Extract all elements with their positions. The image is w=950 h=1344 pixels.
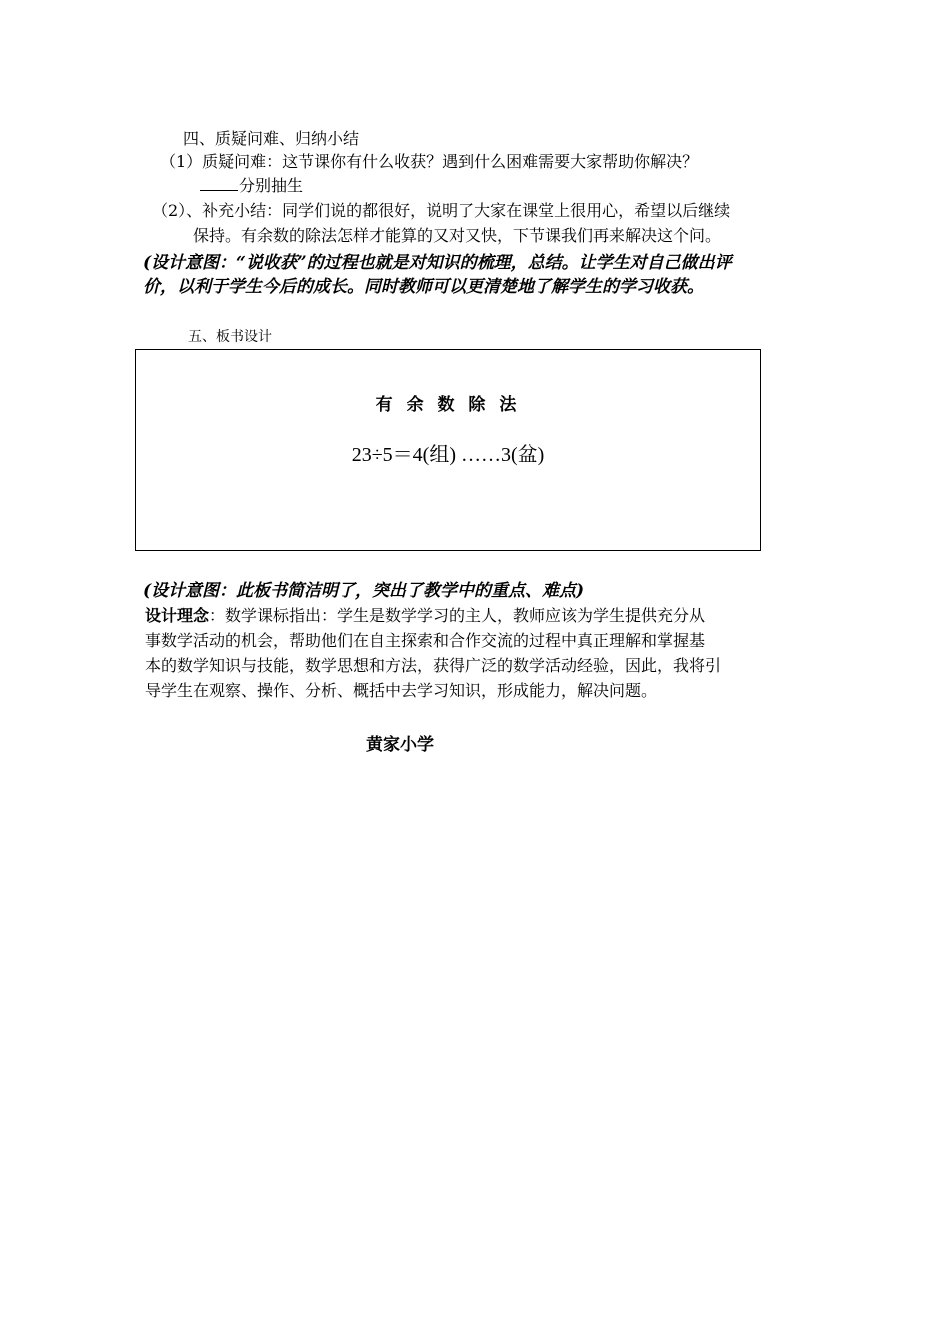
philosophy-line1-text: ：数学课标指出：学生是数学学习的主人，教师应该为学生提供充分从 bbox=[209, 606, 706, 625]
philosophy-line3: 本的数学知识与技能，数学思想和方法，获得广泛的数学活动经验，因此，我将引 bbox=[145, 656, 722, 675]
section5-heading: 五、板书设计 bbox=[188, 329, 272, 345]
section5-intent: (设计意图：此板书简洁明了，突出了教学中的重点、难点) bbox=[143, 581, 585, 601]
board-title: 有 余 数 除 法 bbox=[375, 395, 521, 415]
section4-intent-line2: 价，以利于学生今后的成长。同时教师可以更清楚地了解学生的学习收获。 bbox=[143, 277, 704, 297]
section4-item2-line2: 保持。有余数的除法怎样才能算的又对又快，下节课我们再来解决这个问。 bbox=[193, 226, 722, 245]
section4-heading: 四、质疑问难、归纳小结 bbox=[183, 129, 360, 148]
philosophy-line4: 导学生在观察、操作、分析、概括中去学习知识，形成能力，解决问题。 bbox=[145, 681, 658, 700]
blank-underline bbox=[200, 176, 238, 191]
item1-note-text: 分别抽生 bbox=[239, 176, 304, 195]
philosophy-line1 bbox=[145, 606, 705, 626]
section4-item1: （1）质疑问难：这节课你有什么收获？遇到什么困难需要大家帮助你解决？ bbox=[160, 152, 699, 171]
board-equation: 23÷5＝4(组) ……3(盆) bbox=[351, 444, 545, 466]
philosophy-line2: 事数学活动的机会，帮助他们在自主探索和合作交流的过程中真正理解和掌握基 bbox=[145, 631, 706, 650]
school-name: 黄家小学 bbox=[366, 735, 434, 755]
philosophy-label: 设计理念 bbox=[145, 606, 210, 625]
section4-intent-line1: (设计意图：“说收获”的过程也就是对知识的梳理，总结。让学生对自己做出评 bbox=[143, 253, 732, 273]
section4-item2-line1: （2）、补充小结：同学们说的都很好，说明了大家在课堂上很用心，希望以后继续 bbox=[152, 201, 731, 220]
blackboard-design-box bbox=[135, 349, 761, 551]
section4-item1-note bbox=[200, 176, 303, 196]
